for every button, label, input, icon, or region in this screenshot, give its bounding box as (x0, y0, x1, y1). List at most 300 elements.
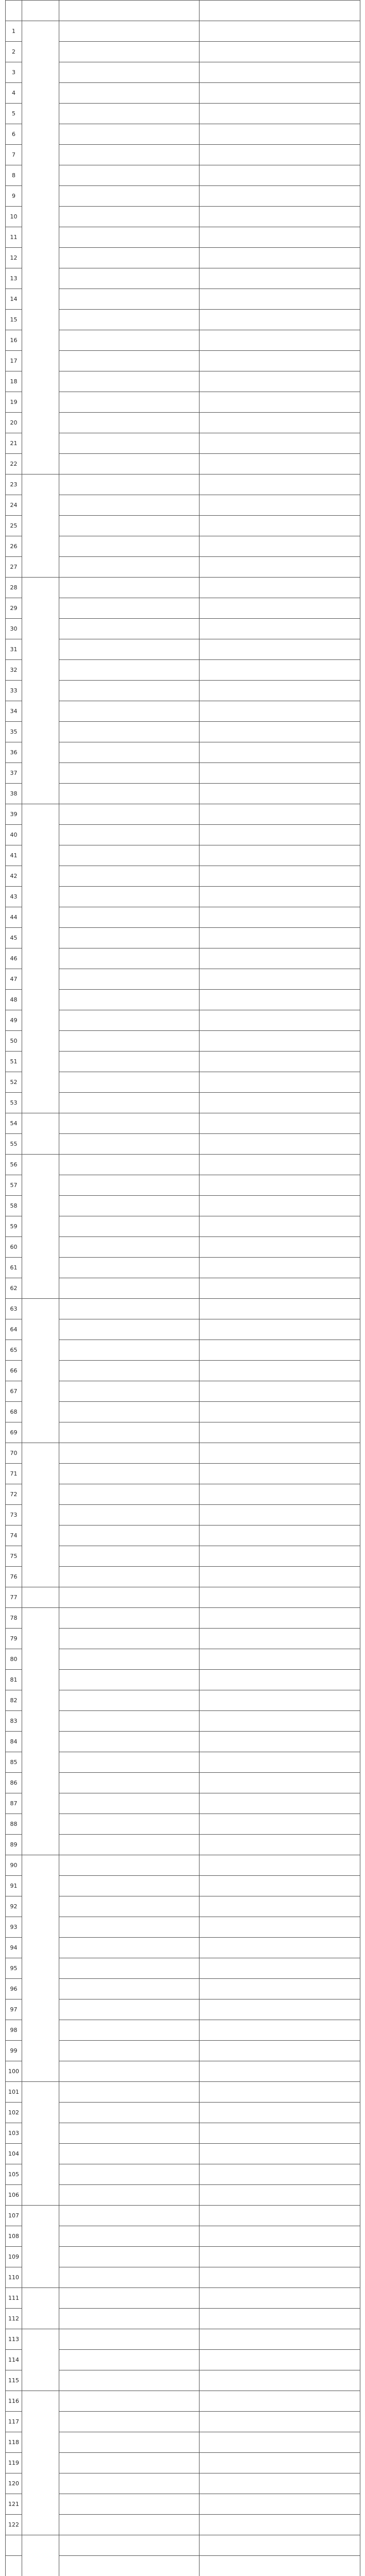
row-number: 74 (6, 1526, 22, 1546)
table-row (6, 2103, 360, 2123)
row-number: 29 (6, 598, 22, 619)
location-address (200, 2370, 360, 2391)
table-row (6, 1175, 360, 1196)
row-number: 57 (6, 1175, 22, 1196)
location-address (200, 1814, 360, 1835)
row-number: 91 (6, 1876, 22, 1896)
location-address (200, 2061, 360, 2082)
row-number: 87 (6, 1793, 22, 1814)
location-address (200, 1216, 360, 1237)
table-row (6, 1567, 360, 1587)
location-name (59, 2473, 200, 2494)
location-name (59, 1113, 200, 1134)
location-name (59, 2123, 200, 2144)
row-number: 21 (6, 433, 22, 454)
row-number: 64 (6, 1319, 22, 1340)
row-number: 58 (6, 1196, 22, 1216)
row-number: 16 (6, 330, 22, 351)
location-name (59, 371, 200, 392)
district-cell (22, 804, 59, 1113)
row-number: 111 (6, 2288, 22, 2309)
table-row (6, 165, 360, 186)
row-number: 44 (6, 907, 22, 928)
row-number: 42 (6, 866, 22, 887)
location-name (59, 1175, 200, 1196)
header-address (200, 1, 360, 21)
table-row (6, 578, 360, 598)
table-row (6, 1979, 360, 1999)
location-name (59, 763, 200, 784)
table-row (6, 928, 360, 948)
location-name (59, 804, 200, 825)
location-name (59, 2370, 200, 2391)
location-name (59, 1917, 200, 1938)
table-row (6, 1546, 360, 1567)
location-address (200, 2206, 360, 2226)
row-number: 8 (6, 165, 22, 186)
row-number: 51 (6, 1052, 22, 1072)
location-address (200, 1010, 360, 1031)
location-name (59, 1773, 200, 1793)
location-address (200, 1155, 360, 1175)
district-cell (22, 578, 59, 804)
table-row (6, 660, 360, 681)
location-address (200, 701, 360, 722)
location-address (200, 2473, 360, 2494)
district-cell (22, 1299, 59, 1443)
row-number: 62 (6, 1278, 22, 1299)
location-name (59, 784, 200, 804)
table-row (6, 2185, 360, 2206)
location-address (200, 1587, 360, 1608)
table-row (6, 1608, 360, 1629)
table-row (6, 866, 360, 887)
row-number: 13 (6, 268, 22, 289)
table-row (6, 969, 360, 990)
row-number: 68 (6, 1402, 22, 1422)
row-number: 77 (6, 1587, 22, 1608)
location-address (200, 186, 360, 207)
row-number: 66 (6, 1361, 22, 1381)
location-name (59, 495, 200, 516)
row-number: 33 (6, 681, 22, 701)
location-name (59, 1010, 200, 1031)
district-cell (22, 2206, 59, 2288)
table-row (6, 2123, 360, 2144)
location-address (200, 1340, 360, 1361)
location-name (59, 2535, 200, 2556)
table-row (6, 413, 360, 433)
location-address (200, 1752, 360, 1773)
table-row (6, 2206, 360, 2226)
table-row (6, 1732, 360, 1752)
location-address (200, 248, 360, 268)
location-address (200, 804, 360, 825)
row-number: 98 (6, 2020, 22, 2041)
row-number: 6 (6, 124, 22, 145)
row-number: 109 (6, 2247, 22, 2267)
row-number: 76 (6, 1567, 22, 1587)
row-number: 20 (6, 413, 22, 433)
location-address (200, 351, 360, 371)
location-address (200, 990, 360, 1010)
location-name (59, 1402, 200, 1422)
table-row (6, 1505, 360, 1526)
table-row (6, 701, 360, 722)
district-cell (22, 2082, 59, 2206)
table-row (6, 371, 360, 392)
location-address (200, 1031, 360, 1052)
table-row (6, 1587, 360, 1608)
location-address (200, 454, 360, 474)
table-row (6, 1216, 360, 1237)
location-name (59, 1526, 200, 1546)
row-number: 93 (6, 1917, 22, 1938)
location-name (59, 104, 200, 124)
location-address (200, 474, 360, 495)
table-row (6, 598, 360, 619)
location-name (59, 1505, 200, 1526)
table-row (6, 681, 360, 701)
row-number: 112 (6, 2309, 22, 2329)
row-number: 99 (6, 2041, 22, 2061)
table-body (6, 21, 360, 2576)
location-address (200, 1917, 360, 1938)
location-name (59, 2206, 200, 2226)
table-row (6, 2329, 360, 2350)
location-name (59, 1484, 200, 1505)
table-row (6, 1237, 360, 1258)
table-row (6, 1155, 360, 1175)
table-row (6, 474, 360, 495)
location-address (200, 948, 360, 969)
location-name (59, 2185, 200, 2206)
table-row (6, 1319, 360, 1340)
row-number: 31 (6, 639, 22, 660)
row-number: 95 (6, 1958, 22, 1979)
location-address (200, 866, 360, 887)
row-number: 25 (6, 516, 22, 536)
location-address (200, 2432, 360, 2453)
table-row (6, 1752, 360, 1773)
table-row (6, 1958, 360, 1979)
location-name (59, 2288, 200, 2309)
row-number: 70 (6, 1443, 22, 1464)
district-cell (22, 1443, 59, 1587)
location-address (200, 784, 360, 804)
table-row (6, 1938, 360, 1958)
row-number: 53 (6, 1093, 22, 1113)
row-number: 28 (6, 578, 22, 598)
row-number: 118 (6, 2432, 22, 2453)
location-address (200, 2412, 360, 2432)
location-address (200, 2226, 360, 2247)
table-row (6, 1670, 360, 1690)
district-cell (22, 2391, 59, 2535)
location-address (200, 1773, 360, 1793)
row-number: 85 (6, 1752, 22, 1773)
location-name (59, 866, 200, 887)
table-row (6, 2164, 360, 2185)
row-number: 49 (6, 1010, 22, 1031)
location-address (200, 2288, 360, 2309)
row-number: 79 (6, 1629, 22, 1649)
district-cell (22, 474, 59, 578)
row-number: 24 (6, 495, 22, 516)
table-row (6, 2391, 360, 2412)
location-name (59, 268, 200, 289)
table-row (6, 392, 360, 413)
location-name (59, 2144, 200, 2164)
row-number: 47 (6, 969, 22, 990)
location-address (200, 1629, 360, 1649)
location-name (59, 2020, 200, 2041)
location-name (59, 2412, 200, 2432)
row-number: 4 (6, 83, 22, 104)
location-address (200, 660, 360, 681)
row-number: 73 (6, 1505, 22, 1526)
row-number: 119 (6, 2453, 22, 2473)
location-name (59, 2432, 200, 2453)
location-address (200, 598, 360, 619)
table-row (6, 1278, 360, 1299)
location-name (59, 1608, 200, 1629)
location-name (59, 1443, 200, 1464)
location-address (200, 1793, 360, 1814)
table-row (6, 83, 360, 104)
location-address (200, 763, 360, 784)
location-name (59, 1690, 200, 1711)
location-name (59, 887, 200, 907)
row-number: 105 (6, 2164, 22, 2185)
table-row (6, 454, 360, 474)
table-row (6, 1113, 360, 1134)
district-cell (22, 2329, 59, 2391)
location-address (200, 557, 360, 578)
table-row (6, 145, 360, 165)
location-name (59, 948, 200, 969)
table-row (6, 1649, 360, 1670)
location-name (59, 1278, 200, 1299)
location-name (59, 62, 200, 83)
row-number: 36 (6, 742, 22, 763)
row-number: 96 (6, 1979, 22, 1999)
location-name (59, 1093, 200, 1113)
location-address (200, 1319, 360, 1340)
table-row (6, 1381, 360, 1402)
location-address (200, 2144, 360, 2164)
location-name (59, 1793, 200, 1814)
row-number: 40 (6, 825, 22, 845)
location-address (200, 1649, 360, 1670)
row-number: 108 (6, 2226, 22, 2247)
row-number: 121 (6, 2494, 22, 2515)
table-row (6, 804, 360, 825)
row-number: 120 (6, 2473, 22, 2494)
location-address (200, 2329, 360, 2350)
location-name (59, 1340, 200, 1361)
table-row (6, 2535, 360, 2556)
location-name (59, 186, 200, 207)
location-address (200, 1876, 360, 1896)
row-number: 50 (6, 1031, 22, 1052)
location-name (59, 1155, 200, 1175)
location-name (59, 1031, 200, 1052)
table-row (6, 1402, 360, 1422)
location-address (200, 145, 360, 165)
location-name (59, 1299, 200, 1319)
location-address (200, 1072, 360, 1093)
location-address (200, 907, 360, 928)
row-number: 11 (6, 227, 22, 248)
location-address (200, 104, 360, 124)
location-name (59, 145, 200, 165)
row-number: 54 (6, 1113, 22, 1134)
table-row (6, 1917, 360, 1938)
table-row (6, 742, 360, 763)
table-row (6, 990, 360, 1010)
location-address (200, 1361, 360, 1381)
location-address (200, 1526, 360, 1546)
table-row (6, 2556, 360, 2576)
location-name (59, 1835, 200, 1855)
location-name (59, 165, 200, 186)
location-address (200, 722, 360, 742)
location-address (200, 1175, 360, 1196)
location-name (59, 1999, 200, 2020)
location-name (59, 1649, 200, 1670)
row-number: 41 (6, 845, 22, 866)
row-number: 15 (6, 310, 22, 330)
location-name (59, 1464, 200, 1484)
table-row (6, 948, 360, 969)
table-row (6, 1196, 360, 1216)
table-row (6, 1031, 360, 1052)
row-number: 37 (6, 763, 22, 784)
location-address (200, 969, 360, 990)
location-name (59, 578, 200, 598)
location-name (59, 742, 200, 763)
table-row (6, 1629, 360, 1649)
row-number: 23 (6, 474, 22, 495)
location-address (200, 578, 360, 598)
location-name (59, 598, 200, 619)
table-row (6, 1484, 360, 1505)
location-name (59, 1587, 200, 1608)
location-name (59, 2453, 200, 2473)
row-number: 115 (6, 2370, 22, 2391)
location-address (200, 2515, 360, 2535)
row-number: 59 (6, 1216, 22, 1237)
location-name (59, 516, 200, 536)
location-address (200, 825, 360, 845)
table-row (6, 2494, 360, 2515)
row-number: 39 (6, 804, 22, 825)
table-row (6, 2267, 360, 2288)
location-name (59, 928, 200, 948)
table-row (6, 557, 360, 578)
table-row (6, 1793, 360, 1814)
row-number: 45 (6, 928, 22, 948)
table-row (6, 2288, 360, 2309)
location-name (59, 1896, 200, 1917)
location-name (59, 2515, 200, 2535)
location-address (200, 207, 360, 227)
district-cell (22, 1855, 59, 2082)
row-number: 18 (6, 371, 22, 392)
table-row (6, 2247, 360, 2267)
location-name (59, 124, 200, 145)
row-number: 113 (6, 2329, 22, 2350)
location-address (200, 1134, 360, 1155)
location-address (200, 681, 360, 701)
table-header (6, 1, 360, 21)
location-address (200, 887, 360, 907)
table-row (6, 433, 360, 454)
location-name (59, 1567, 200, 1587)
row-number: 107 (6, 2206, 22, 2226)
location-address (200, 1258, 360, 1278)
table-row (6, 1010, 360, 1031)
row-number: 80 (6, 1649, 22, 1670)
table-row (6, 1443, 360, 1464)
row-number: 103 (6, 2123, 22, 2144)
row-number: 3 (6, 62, 22, 83)
location-name (59, 351, 200, 371)
location-name (59, 289, 200, 310)
district-cell (22, 1155, 59, 1299)
row-number: 75 (6, 1546, 22, 1567)
row-number: 92 (6, 1896, 22, 1917)
location-name (59, 1216, 200, 1237)
location-name (59, 639, 200, 660)
location-name (59, 1958, 200, 1979)
location-name (59, 1052, 200, 1072)
table-row (6, 887, 360, 907)
location-address (200, 1505, 360, 1526)
row-number: 30 (6, 619, 22, 639)
location-name (59, 413, 200, 433)
table-row (6, 2226, 360, 2247)
location-name (59, 21, 200, 42)
location-address (200, 1422, 360, 1443)
table-row (6, 2020, 360, 2041)
location-address (200, 62, 360, 83)
row-number: 65 (6, 1340, 22, 1361)
table-row (6, 104, 360, 124)
location-address (200, 845, 360, 866)
table-row (6, 1052, 360, 1072)
location-address (200, 1196, 360, 1216)
table-row (6, 62, 360, 83)
location-name (59, 2041, 200, 2061)
row-number: 17 (6, 351, 22, 371)
table-row (6, 2370, 360, 2391)
table-row (6, 351, 360, 371)
location-address (200, 2391, 360, 2412)
location-name (59, 1134, 200, 1155)
table-row (6, 722, 360, 742)
table-row (6, 516, 360, 536)
location-address (200, 2453, 360, 2473)
header-name (59, 1, 200, 21)
location-name (59, 1732, 200, 1752)
row-number: 10 (6, 207, 22, 227)
location-name (59, 1629, 200, 1649)
table-row (6, 1422, 360, 1443)
location-address (200, 1052, 360, 1072)
location-address (200, 1299, 360, 1319)
